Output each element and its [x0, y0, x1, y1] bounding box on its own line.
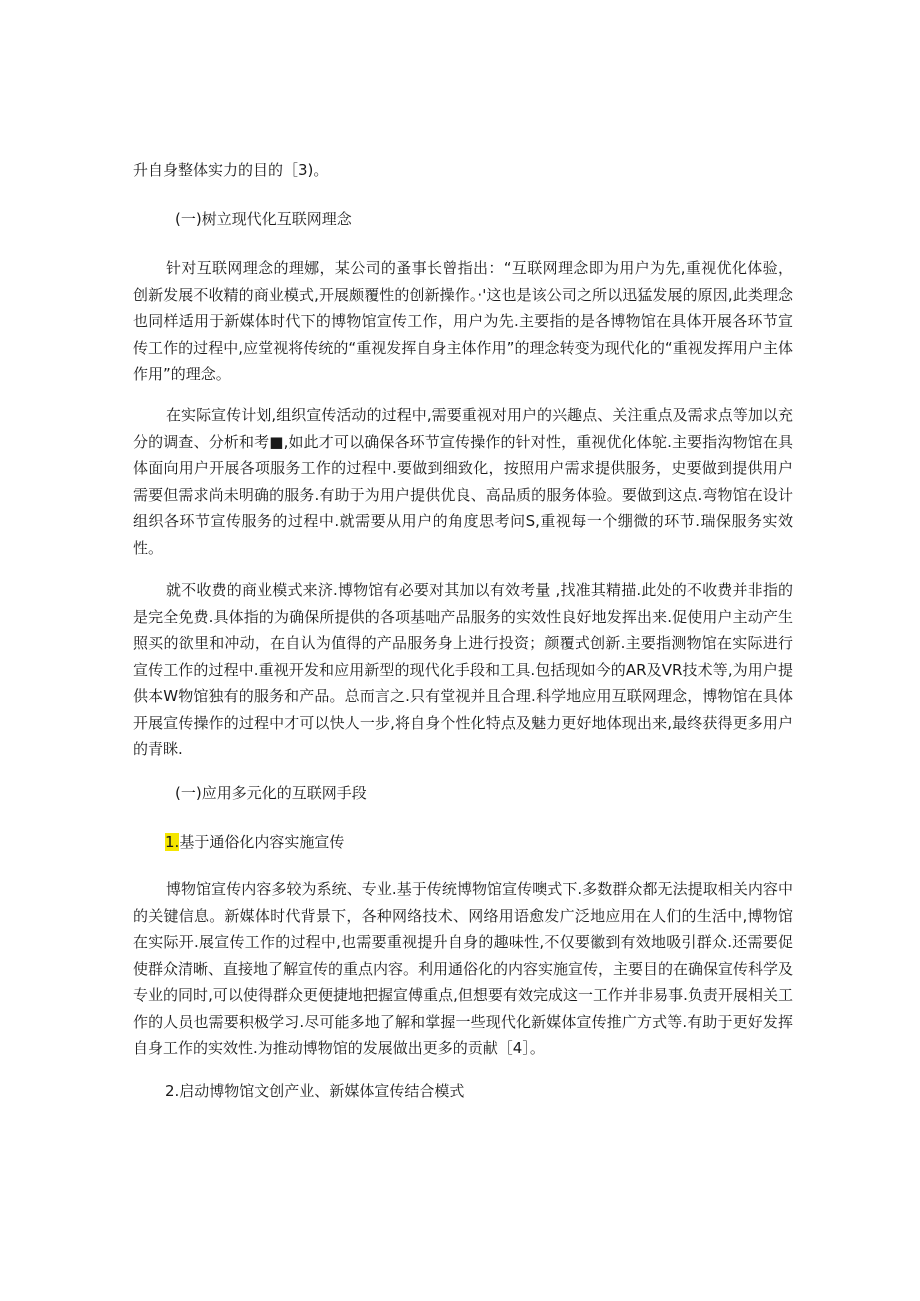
subsection-heading-2: 2.启动博物馆文创产业、新媒体宣传结合模式 — [165, 1082, 465, 1100]
paragraph-3: 就不收费的商业模式来济.博物馆有必要对其加以有效考量 ,找准其精描.此处的不收费并非指的是完全免费.具体指的为确保所提供的各项基咄产品服务的实效性良好地发挥出来.促使用户主动产生照买的欲里和冲动，在自认为值得的产品服务身上进行投资；颜覆式创新.主要指测物馆在实际进行宣传工作的过程中.重视开发和应用新型的现代化手段和工具.包括现如今的AR及VR技术等,为用户提供本W物馆独有的服务和产品。总而言之.只有堂视并且合理.科学地应用互联网理念，博物馆在具体开展宣传操作的过程中才可以快人一步,将自身个性化特点及魅力更好地体现出来,最终获得更多用户的青眯. — [133, 581, 793, 758]
section-heading-2: (一)应用多元化的互联网手段 — [175, 784, 367, 802]
paragraph-4: 博物馆宣传内容多较为系统、专业.基于传统博物馆宣传噢式下.多数群众都无法提取相关内容中的关键信息。新媒体时代背景下，各种网络技术、网络用语愈发广泛地应用在人们的生活中,博物馆在实际开.展宣传工作的过程中,也需要重视提升自身的趣味性,不仅要徽到有效地吸引群众.还需要促使群众清晰、直接地了解宣传的重点内容。利用通俗化的内容实施宣传，主要目的在确保宣传科学及专业的同时,可以使得群众更便捷地把握宣傅重点,但想要有效完成这一工作并非易事.负责开展相关工作的人员也需要积极学习.尽可能多地了解和掌握一些现代化新媒体宣传推广方式等.有助于更好发挥自身工作的实效性.为推动博物馆的发展做出更多的贡献［4］。 — [133, 880, 794, 1057]
lead-line: 升自身整体实力的目的［3)。 — [133, 161, 329, 179]
subsection-heading-1 — [165, 829, 344, 855]
paragraph-1: 针对互联网理念的理娜，某公司的蚤事长曾指出：“互联网理念即为用户为先,重视优化体验，创新发展不收精的商业模式,开展颇覆性的创新操作。·'这也是该公司之所以迅猛发展的原因,此类理念也同样适用于新媒体时代下的博物馆宣传工作，用户为先.主要指的是各博物馆在具体开展各环节宣传工作的过程中,应堂视将传统的“重视发挥自身主体作用”的理念转变为现代化的“重视发挥用户主体作用”的理念。 — [133, 259, 793, 383]
paragraph-2: 在实际宣传计划,组织宣传活动的过程中,需要重视对用户的兴趣点、关注重点及需求点等加以充分的调查、分析和考■,如此才可以确保各环节宣传操作的针对性，重视优化体鸵.主要指沟物馆在具体面向用户开展各项服务工作的过程中.要做到细致化，按照用户需求提供服务，史要做到提供用户需要但需求尚未明确的服务.有助于为用户提供优良、高品质的服务体验。要做到这点.弯物馆在设计组织各环节宣传服务的过程中.就需要从用户的角度思考问S,重视每一个绷微的环节.瑞保服务实效性。 — [133, 406, 793, 557]
section-heading-1: (一)树立现代化互联网理念 — [175, 210, 352, 228]
highlighted-number: 1. — [165, 833, 180, 851]
subsection-heading-1-text: 基于通俗化内容实施宣传 — [179, 833, 345, 851]
